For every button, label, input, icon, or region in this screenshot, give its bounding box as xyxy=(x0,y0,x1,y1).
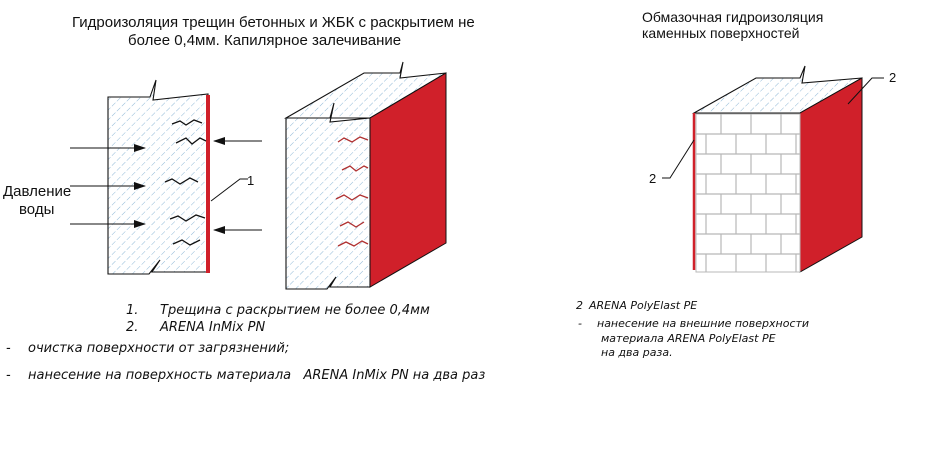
right-legend-text: ARENA PolyElast PE xyxy=(589,299,698,312)
section-view xyxy=(3,80,262,274)
left-legend xyxy=(126,303,430,335)
concrete-section xyxy=(108,80,208,274)
right-title-line-2: каменных поверхностей xyxy=(642,25,800,41)
right-step-line-2: материала ARENA PolyElast PE xyxy=(601,332,776,345)
callout-marker-2-right: 2 xyxy=(889,70,897,85)
left-legend-num-1: 1. xyxy=(126,303,139,318)
left-steps xyxy=(6,341,485,383)
left-title-line-1: Гидроизоляция трещин бетонных и ЖБК с раскрытием не xyxy=(72,14,475,31)
right-step-line-3: на два раза. xyxy=(601,346,673,359)
callout-leader-2-left xyxy=(662,140,694,178)
pressure-label-line-1: Давление xyxy=(3,183,72,200)
left-legend-num-2: 2. xyxy=(126,320,139,335)
right-legend xyxy=(576,299,809,359)
callout-marker-2-left: 2 xyxy=(649,171,657,186)
left-legend-text-2: ARENA InMix PN xyxy=(160,320,266,335)
brick-block-3d xyxy=(649,66,896,272)
pressure-label-line-2: воды xyxy=(19,201,55,218)
pressure-arrows-right xyxy=(214,141,262,230)
left-step-dash-1: - xyxy=(6,341,11,356)
right-title-line-1: Обмазочная гидроизоляция xyxy=(642,9,824,25)
left-step-text-1: очистка поверхности от загрязнений; xyxy=(28,341,290,356)
left-step-text-2: нанесение на поверхность материала ARENA InMix PN на два раз xyxy=(28,368,486,383)
right-step-dash: - xyxy=(578,317,582,330)
left-step-dash-2: - xyxy=(6,368,11,383)
left-legend-text-1: Трещина с раскрытием не более 0,4мм xyxy=(160,303,430,318)
right-step-line-1: нанесение на внешние поверхности xyxy=(597,317,810,330)
brick-wall xyxy=(696,114,800,272)
callout-marker-1: 1 xyxy=(247,173,255,188)
concrete-block-3d xyxy=(286,62,446,289)
left-title-line-2: более 0,4мм. Капилярное залечивание xyxy=(128,32,402,49)
callout-leader-1 xyxy=(211,179,248,201)
right-legend-num: 2 xyxy=(576,299,583,312)
